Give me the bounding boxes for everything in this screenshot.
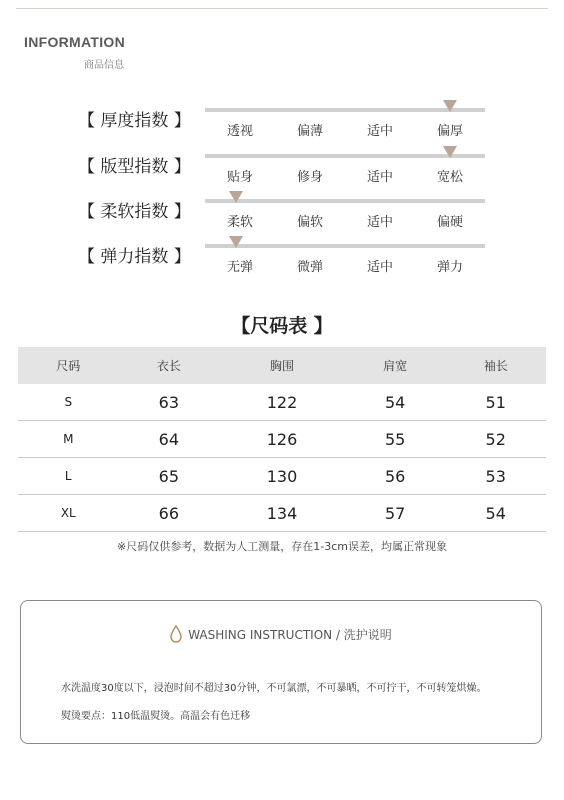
index-option: 无弹 <box>226 260 253 275</box>
table-row <box>18 384 546 421</box>
index-row-softness <box>0 199 564 245</box>
column-header: 肩宽 <box>345 347 446 384</box>
table-cell: XL <box>18 495 119 532</box>
table-row <box>18 421 546 458</box>
index-row-fit <box>0 154 564 200</box>
table-cell: 57 <box>345 495 446 532</box>
column-header: 衣长 <box>119 347 220 384</box>
washing-instruction-box <box>20 600 542 744</box>
index-track <box>205 154 485 158</box>
index-option: 偏厚 <box>436 124 463 139</box>
index-option: 适中 <box>366 215 393 230</box>
index-track <box>205 108 485 112</box>
table-row <box>18 458 546 495</box>
index-marker-icon <box>229 236 243 248</box>
index-label: 【 厚度指数 】 <box>78 111 191 131</box>
index-option: 偏薄 <box>296 124 323 139</box>
table-cell: 126 <box>219 421 345 458</box>
index-option: 修身 <box>296 170 323 185</box>
index-option: 贴身 <box>226 170 253 185</box>
table-row <box>18 495 546 532</box>
index-option: 适中 <box>366 170 393 185</box>
index-row-thickness <box>0 108 564 154</box>
size-table-title: 【尺码表 】 <box>231 315 333 337</box>
table-cell: 66 <box>119 495 220 532</box>
table-cell: 54 <box>445 495 546 532</box>
table-cell: 63 <box>119 384 220 421</box>
info-title: INFORMATION <box>24 34 126 50</box>
water-drop-icon <box>170 625 182 646</box>
index-label: 【 柔软指数 】 <box>78 202 191 222</box>
table-cell: 53 <box>445 458 546 495</box>
column-header: 胸围 <box>219 347 345 384</box>
index-row-elasticity <box>0 244 564 290</box>
index-option: 微弹 <box>296 260 323 275</box>
index-option: 适中 <box>366 124 393 139</box>
table-cell: S <box>18 384 119 421</box>
washing-text-line: 熨烫要点：110低温熨烫。高温会有色迁移 <box>61 711 251 722</box>
index-option: 柔软 <box>226 215 253 230</box>
index-marker-icon <box>443 146 457 158</box>
index-track <box>205 199 485 203</box>
index-option: 宽松 <box>436 170 463 185</box>
index-option: 偏软 <box>296 215 323 230</box>
washing-header <box>21 625 541 646</box>
table-cell: 122 <box>219 384 345 421</box>
index-track <box>205 244 485 248</box>
table-cell: 134 <box>219 495 345 532</box>
washing-text-line: 水洗温度30度以下，浸泡时间不超过30分钟，不可氯漂，不可暴晒，不可拧干，不可转笼烘燥。 <box>61 683 487 694</box>
index-option: 透视 <box>226 124 253 139</box>
table-cell: 54 <box>345 384 446 421</box>
column-header: 袖长 <box>445 347 546 384</box>
size-table <box>18 347 546 532</box>
table-cell: 64 <box>119 421 220 458</box>
table-cell: 56 <box>345 458 446 495</box>
index-label: 【 弹力指数 】 <box>78 247 191 267</box>
table-cell: 65 <box>119 458 220 495</box>
top-divider <box>16 8 548 9</box>
index-marker-icon <box>443 100 457 112</box>
washing-title: WASHING INSTRUCTION / 洗护说明 <box>188 628 392 642</box>
index-option: 弹力 <box>436 260 463 275</box>
index-option: 适中 <box>366 260 393 275</box>
table-cell: L <box>18 458 119 495</box>
table-cell: M <box>18 421 119 458</box>
size-note: ※尺码仅供参考，数据为人工测量，存在1-3cm误差，均属正常现象 <box>117 540 447 553</box>
table-cell: 55 <box>345 421 446 458</box>
table-header-row <box>18 347 546 384</box>
column-header: 尺码 <box>18 347 119 384</box>
info-subtitle: 商品信息 <box>84 60 124 71</box>
table-cell: 130 <box>219 458 345 495</box>
table-cell: 51 <box>445 384 546 421</box>
table-cell: 52 <box>445 421 546 458</box>
index-label: 【 版型指数 】 <box>78 157 191 177</box>
index-marker-icon <box>229 191 243 203</box>
index-option: 偏硬 <box>436 215 463 230</box>
